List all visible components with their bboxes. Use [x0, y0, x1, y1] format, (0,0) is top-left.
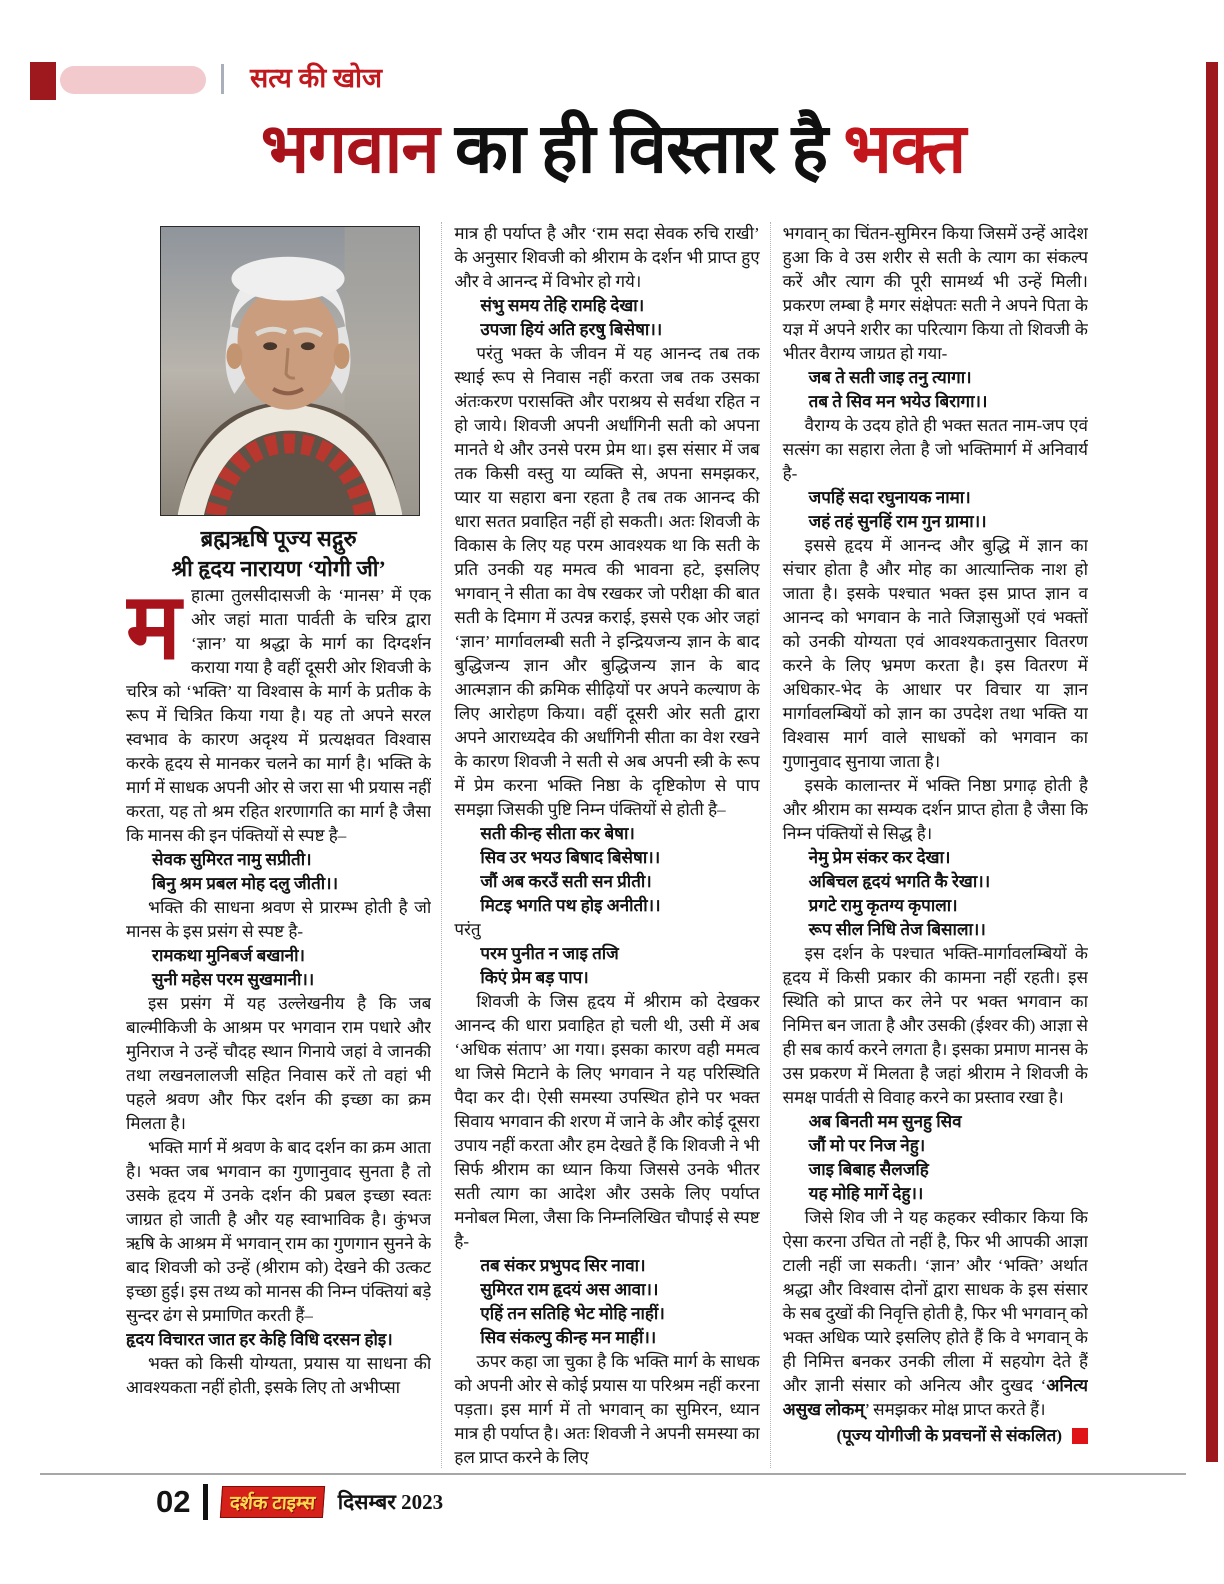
body-paragraph — [783, 942, 1088, 1110]
header-pill-decoration — [60, 66, 206, 94]
caption-line-2: श्री हृदय नारायण ‘योगी जी’ — [171, 556, 386, 581]
verse-line: अब बिनती मम सुनहु सिव — [808, 1112, 962, 1131]
body-paragraph — [454, 222, 759, 294]
verse-block — [454, 1254, 759, 1350]
body-paragraph — [783, 414, 1088, 486]
plain-line: परंतु — [454, 920, 481, 939]
page-number: 02 — [156, 1484, 191, 1519]
verse-line: रूप सील निधि तेज बिसाला।। — [808, 920, 986, 939]
verse-block — [783, 366, 1088, 414]
end-marker — [1072, 1428, 1088, 1444]
column-2-text — [454, 222, 759, 1468]
verse-block — [126, 1328, 431, 1352]
footer-divider — [203, 1484, 208, 1520]
paragraph-text: परंतु भक्त के जीवन में यह आनन्द तब तक स्थाई रूप से निवास नहीं करता जब तक उसका अंतःकरण परासक्ति और पराश्रय से सर्वथा रहित न हो जाये। शिवजी अपनी अर्धांगिनी सती को अपना मानते थे और उनसे परम प्रेम था। इस संसार में जब तक किसी वस्तु या व्यक्ति से, अपना समझकर, प्यार या सहारा बना रहता है तब तक आनन्द की धारा सतत प्रवाहित नहीं हो सकती। अतः शिवजी के विकास के लिए यह परम आवश्यक था कि सती के प्रति उनकी यह ममत्व की भावना हटे, इसलिए भगवान् ने सीता का वेष रखकर जो परीक्षा की बात सती के दिमाग में उत्पन्न कराई, इससे एक ओर जहां ‘ज्ञान’ मार्गावलम्बी सती ने इन्द्रियजन्य ज्ञान के बाद बुद्धिजन्य ज्ञान और बुद्धिजन्य ज्ञान के बाद आत्मज्ञान की क्रमिक सीढ़ियों पर अपने कल्याण के लिए आरोहण किया। वहीं दूसरी ओर सती द्वारा अपने आराध्यदेव की अर्धांगिनी सीता का वेश रखने के कारण शिवजी ने सती से अब अपनी स्त्री के रूप में प्रेम करना भक्ति निष्ठा के दृष्टिकोण से पाप समझा जिसकी पुष्टि निम्न पंक्तियों से होती है– — [454, 344, 760, 819]
verse-line: बिनु श्रम प्रबल मोह दलु जीती।। — [152, 874, 339, 893]
body-paragraph — [783, 774, 1088, 846]
article-headline — [40, 108, 1186, 191]
column-1-text — [126, 576, 432, 1400]
paragraph-text: भक्ति की साधना श्रवण से प्रारम्भ होती है जो मानस के इस प्रसंग से स्पष्ट है- — [126, 898, 432, 941]
footer-rule — [40, 1473, 1186, 1475]
issue-date: दिसम्बर 2023 — [337, 1490, 444, 1514]
verse-block — [126, 944, 431, 992]
paragraph-text: इस दर्शन के पश्चात भक्ति-मार्गावलम्बियों के हृदय में किसी प्रकार की कामना नहीं रहती। इस स्थिति को प्राप्त कर लेने पर भक्त भगवान का निमित्त बन जाता है और उसकी (ईश्वर की) आज्ञा से ही सब कार्य करने लगता है। इसका प्रमाण मानस के उस प्रकरण में मिलता है जहां श्रीराम ने शिवजी के समक्ष पार्वती से विवाह करने का प्रस्ताव रखा है। — [782, 944, 1088, 1107]
column-3 — [770, 222, 1088, 1468]
drop-cap: म — [126, 576, 182, 678]
verse-line: सती कीन्ह सीता कर बेषा। — [480, 824, 635, 843]
verse-line: एहिं तन सतिहि भेट मोहि नाहीं। — [480, 1304, 665, 1323]
caption-line-1: ब्रह्मऋषि पूज्य सद्गुरु — [200, 526, 357, 551]
verse-block — [783, 486, 1088, 534]
page-edge-strip — [1206, 62, 1218, 1462]
verse-block — [783, 846, 1088, 942]
verse-line: यह मोहि मार्गे देहु।। — [808, 1184, 924, 1203]
emphasized-phrase: अनित्य असुख लोकम् — [782, 1376, 1088, 1419]
paragraph-text: भक्त को किसी योग्यता, प्रयास या साधना की आवश्यकता नहीं होती, इसके लिए तो अभीप्सा — [126, 1354, 432, 1397]
body-paragraph — [454, 990, 759, 1254]
verse-block — [454, 942, 759, 990]
verse-line: सिव उर भयउ बिषाद बिसेषा।। — [480, 848, 661, 867]
body-paragraph — [783, 534, 1088, 774]
verse-line: जौं अब करउँ सती सन प्रीती। — [480, 872, 652, 891]
verse-line: सिव संकल्पु कीन्ह मन माहीं।। — [480, 1328, 657, 1347]
section-kicker: सत्य की खोज — [250, 63, 383, 93]
verse-line: उपजा हियं अति हरषु बिसेषा।। — [480, 320, 663, 339]
verse-line: सुनी महेस परम सुखमानी।। — [152, 970, 315, 989]
footer — [156, 1484, 443, 1520]
verse-line: सेवक सुमिरत नामु सप्रीती। — [152, 850, 312, 869]
column-3-text — [783, 222, 1088, 1448]
body-paragraph — [783, 1206, 1088, 1422]
verse-line: जब ते सती जाइ तनु त्यागा। — [808, 368, 972, 387]
verse-line: हृदय विचारत जात हर केहि विधि दरसन होइ। — [126, 1330, 393, 1349]
paragraph-text: मात्र ही पर्याप्त है और ‘राम सदा सेवक रुचि राखी’ के अनुसार शिवजी को श्रीराम के दर्शन भी प्राप्त हुए और वे आनन्द में विभोर हो गये। — [454, 224, 760, 291]
verse-line: रामकथा मुनिबर्ज बखानी। — [152, 946, 305, 965]
verse-line: सुमिरत राम हृदयं अस आवा।। — [480, 1280, 659, 1299]
headline-word-red2: भक्त — [843, 111, 966, 187]
portrait-photo — [160, 226, 420, 516]
body-paragraph — [126, 576, 432, 848]
verse-line: जहं तहं सुनहिं राम गुन ग्रामा।। — [808, 512, 987, 531]
paragraph-text: ’ समझकर मोक्ष प्राप्त करते हैं। — [864, 1400, 1046, 1419]
body-paragraph — [126, 992, 431, 1136]
verse-line: मिटइ भगति पथ होइ अनीती।। — [480, 896, 661, 915]
verse-block — [454, 822, 759, 918]
headline-middle: का ही विस्तार है — [438, 111, 844, 187]
verse-line: नेमु प्रेम संकर कर देखा। — [808, 848, 951, 867]
verse-line: अबिचल हृदयं भगति कै रेखा।। — [808, 872, 991, 891]
verse-block — [783, 1110, 1088, 1206]
verse-line: परम पुनीत न जाइ तजि — [480, 944, 619, 963]
paragraph-text: भक्ति मार्ग में श्रवण के बाद दर्शन का क्रम आता है। भक्त जब भगवान का गुणानुवाद सुनता है तो उसके हृदय में उनके दर्शन की प्रबल इच्छा स्वतः जाग्रत हो जाती है और यह स्वाभाविक है। कुंभज ऋषि के आश्रम में भगवान् राम का गुणगान सुनने के बाद शिवजी को उन्हें (श्रीराम को) देखने की उत्कट इच्छा हुई। इस तथ्य को मानस की निम्न पंक्तियां बड़े सुन्दर ढंग से प्रमाणित करती हैं– — [126, 1138, 432, 1325]
body-paragraph — [783, 222, 1088, 366]
paragraph-text: जिसे शिव जी ने यह कहकर स्वीकार किया कि ऐसा करना उचित तो नहीं है, फिर भी आपकी आज्ञा टाली नहीं जा सकती। ‘ज्ञान’ और ‘भक्ति’ अर्थात श्रद्धा और विश्वास दोनों द्वारा साधक के इस संसार के सब दुखों की निवृत्ति होती है, फिर भी भगवान् को भक्त अधिक प्यारे इसलिए होते हैं कि वे भगवान् के ही निमित्त बनकर उनकी लीला में सहयोग देते हैं और ज्ञानी संसार को अनित्य और दुखद ‘ — [782, 1208, 1088, 1395]
verse-block — [454, 294, 759, 342]
verse-line: किएं प्रेम बड़ पाप। — [480, 968, 589, 987]
verse-line: जाइ बिबाह सैलजहि — [808, 1160, 929, 1179]
paragraph-text: इस प्रसंग में यह उल्लेखनीय है कि जब बाल्मीकिजी के आश्रम पर भगवान राम पधारे और मुनिराज ने उन्हें चौदह स्थान गिनाये जहां वे जानकी तथा लखनलालजी सहित निवास करें तो वहां भी पहले श्रवण और फिर दर्शन की इच्छा का क्रम मिलता है। — [126, 994, 432, 1133]
kicker-divider — [221, 64, 224, 94]
body-paragraph — [126, 1136, 431, 1328]
article-body — [126, 222, 1088, 1468]
verse-line: प्रगटे रामु कृतग्य कृपाला। — [808, 896, 958, 915]
verse-line: तब संकर प्रभुपद सिर नावा। — [480, 1256, 646, 1275]
verse-line: तब ते सिव मन भयेउ बिरागा।। — [808, 392, 988, 411]
verse-line: जौं मो पर निज नेहु। — [808, 1136, 926, 1155]
verse-line: संभु समय तेहि रामहि देखा। — [480, 296, 645, 315]
headline-word-red: भगवान — [260, 111, 439, 187]
body-paragraph — [126, 1352, 431, 1400]
verse-block — [126, 848, 431, 896]
paragraph-text: शिवजी के जिस हृदय में श्रीराम को देखकर आनन्द की धारा प्रवाहित हो चली थी, उसी में अब ‘अधिक संताप’ आ गया। इसका कारण वही ममत्व था जिसे मिटाने के लिए भगवान ने यह परिस्थिति पैदा कर दी। ऐसी समस्या उपस्थित होने पर भक्त सिवाय भगवान की शरण में जाने के और कोई दूसरा उपाय नहीं करता और हम देखते हैं कि शिवजी ने भी सिर्फ श्रीराम का ध्यान किया जिससे उनके भीतर सती त्याग का आदेश और उसके लिए पर्याप्त मनोबल मिला, जैसा कि निम्नलिखित चौपाई से स्पष्ट है- — [454, 992, 760, 1251]
paragraph-text: इससे हृदय में आनन्द और बुद्धि में ज्ञान का संचार होता है और मोह का आत्यान्तिक नाश हो जाता है। इसके पश्चात भक्त इस प्राप्त ज्ञान व आनन्द को भगवान के नाते जिज्ञासुओं एवं भक्तों को उनकी योग्यता एवं आवश्यकतानुसार वितरण करने के लिए भ्रमण करता है। इस वितरण में अधिकार-भेद के आधार पर विचार या ज्ञान मार्गावलम्बियों को ज्ञान का उपदेश तथा भक्ति या विश्वास मार्ग वाले साधकों को भगवान का गुणानुवाद सुनाया जाता है। — [782, 536, 1088, 771]
verse-line: जपहिं सदा रघुनायक नामा। — [808, 488, 971, 507]
body-paragraph — [126, 896, 431, 944]
credit-line — [783, 1424, 1088, 1448]
column-1 — [126, 222, 431, 1468]
credit-text: (पूज्य योगीजी के प्रवचनों से संकलित) — [836, 1426, 1062, 1445]
paragraph-text: वैराग्य के उदय होते ही भक्त सतत नाम-जप एवं सत्संग का सहारा लेता है जो भक्तिमार्ग में अनिवार्य है- — [782, 416, 1088, 483]
body-paragraph — [454, 342, 759, 822]
paragraph-text: ऊपर कहा जा चुका है कि भक्ति मार्ग के साधक को अपनी ओर से कोई प्रयास या परिश्रम नहीं करना पड़ता। इस मार्ग में तो भगवान् का सुमिरन, ध्यान मात्र ही पर्याप्त है। अतः शिवजी ने अपनी समस्या का हल प्राप्त करने के लिए — [454, 1352, 760, 1467]
column-2 — [441, 222, 759, 1468]
body-paragraph — [454, 1350, 759, 1468]
paragraph-text: इसके कालान्तर में भक्ति निष्ठा प्रगाढ़ होती है और श्रीराम का सम्यक दर्शन प्राप्त होता है जैसा कि निम्न पंक्तियों से सिद्ध है। — [782, 776, 1088, 843]
paragraph-text: हात्मा तुलसीदासजी के ‘मानस’ में एक ओर जहां माता पार्वती के चरित्र द्वारा ‘ज्ञान’ या श्रद्धा के मार्ग का दिग्दर्शन कराया गया है वहीं दूसरी ओर शिवजी के चरित्र को ‘भक्ति’ या विश्वास के मार्ग के प्रतीक के रूप में चित्रित किया गया है। यह तो अपने सरल स्वभाव के कारण अदृश्य में प्रत्यक्षवत विश्वास करके हृदय से मानकर चलने का मार्ग है। भक्ति के मार्ग में साधक अपनी ओर से जरा सा भी प्रयास नहीं करता, यह तो श्रम रहित शरणागति का मार्ग है जैसा कि मानस की इन पंक्तियों से स्पष्ट है– — [126, 586, 432, 845]
paragraph-text: भगवान् का चिंतन-सुमिरन किया जिसमें उन्हें आदेश हुआ कि वे उस शरीर से सती के त्याग का संकल्प करें और त्याग की पूरी सामर्थ्य भी उन्हें मिली। प्रकरण लम्बा है मगर संक्षेपतः सती ने अपने पिता के यज्ञ में अपने शरीर का परित्याग किया तो शिवजी के भीतर वैराग्य जाग्रत हो गया- — [782, 224, 1088, 363]
photo-caption — [126, 524, 431, 584]
publication-logo: दर्शक टाइम्स — [220, 1486, 325, 1518]
corner-accent-square — [30, 62, 56, 100]
